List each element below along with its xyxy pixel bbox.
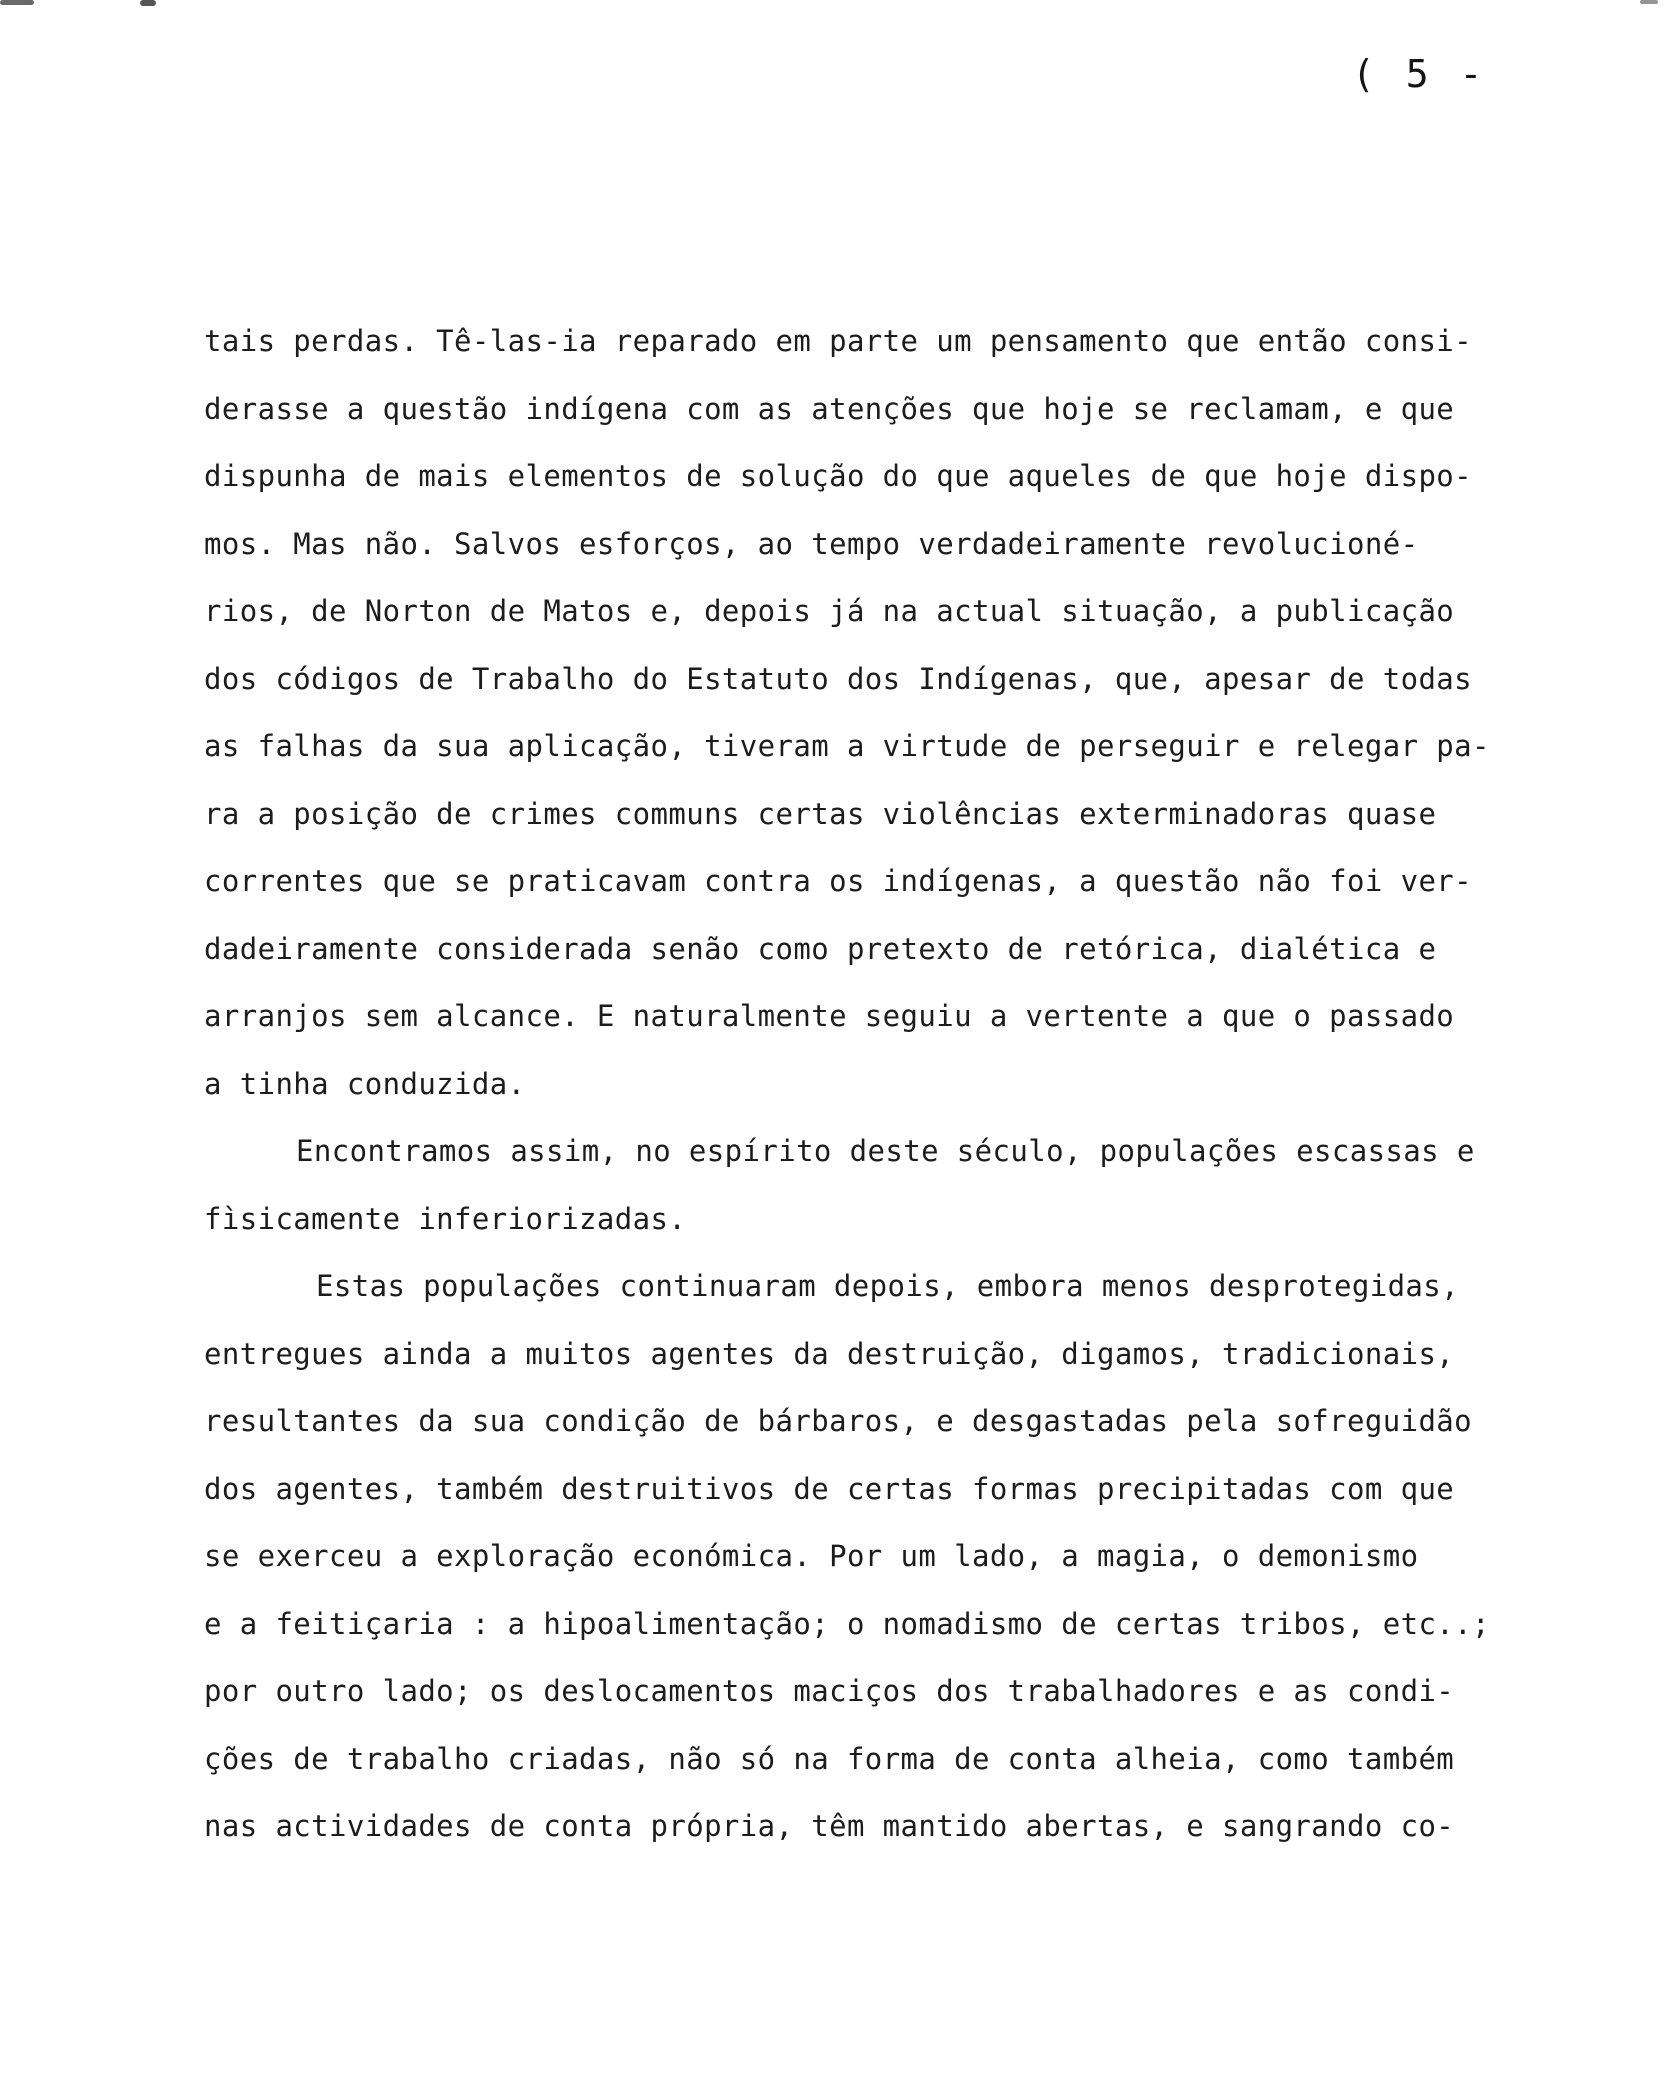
scan-artifact-top-left <box>0 0 34 5</box>
text-line: ra a posição de crimes communs certas violências exterminadoras quase <box>204 796 1437 831</box>
text-line: as falhas da sua aplicação, tiveram a virtude de perseguir e relegar pa- <box>204 729 1490 763</box>
text-line: correntes que se praticavam contra os indígenas, a questão não foi ver- <box>204 864 1473 898</box>
scan-artifact-top-left-dot <box>140 0 156 6</box>
text-line: resultantes da sua condição de bárbaros, e desgastadas pela sofreguidão <box>204 1404 1473 1438</box>
text-line: a tinha conduzida. <box>204 1066 526 1101</box>
scan-artifact-top-right <box>1640 0 1658 4</box>
text-line: rios, de Norton de Matos e, depois já na actual situação, a publicação <box>204 594 1455 628</box>
text-line: derasse a questão indígena com as atenções que hoje se reclamam, e que <box>204 391 1455 426</box>
text-line: entregues ainda a muitos agentes da destruição, digamos, tradicionais, <box>204 1336 1455 1371</box>
page-number: ( 5 - <box>1352 52 1487 96</box>
text-line: dispunha de mais elementos de solução do que aqueles de que hoje dispo- <box>204 459 1473 493</box>
text-line: nas actividades de conta própria, têm mantido abertas, e sangrando co- <box>204 1809 1455 1843</box>
text-line: por outro lado; os deslocamentos maciços dos trabalhadores e as condi- <box>204 1674 1455 1708</box>
paragraph-first-line: Estas populações continuaram depois, embora menos desprotegidas, <box>316 1269 1460 1303</box>
text-line: fìsicamente inferiorizadas. <box>204 1201 687 1236</box>
text-line: tais perdas. Tê-las-ia reparado em parte um pensamento que então consi- <box>204 324 1473 358</box>
body-text <box>204 308 1634 1861</box>
text-line: e a feitiçaria : a hipoalimentação; o nomadismo de certas tribos, etc..; <box>204 1606 1490 1641</box>
text-line: mos. Mas não. Salvos esforços, ao tempo verdadeiramente revolucioné- <box>204 526 1419 561</box>
text-line: ções de trabalho criadas, não só na forma de conta alheia, como também <box>204 1741 1455 1776</box>
text-line: se exerceu a exploração económica. Por um lado, a magia, o demonismo <box>204 1539 1419 1573</box>
text-line: arranjos sem alcance. E naturalmente seguiu a vertente a que o passado <box>204 999 1455 1033</box>
text-line: dos agentes, também destruitivos de certas formas precipitadas com que <box>204 1471 1455 1506</box>
text-line: dos códigos de Trabalho do Estatuto dos Indígenas, que, apesar de todas <box>204 661 1473 696</box>
paragraph-first-line: Encontramos assim, no espírito deste século, populações escassas e <box>296 1134 1475 1168</box>
text-line: dadeiramente considerada senão como pretexto de retórica, dialética e <box>204 931 1437 966</box>
